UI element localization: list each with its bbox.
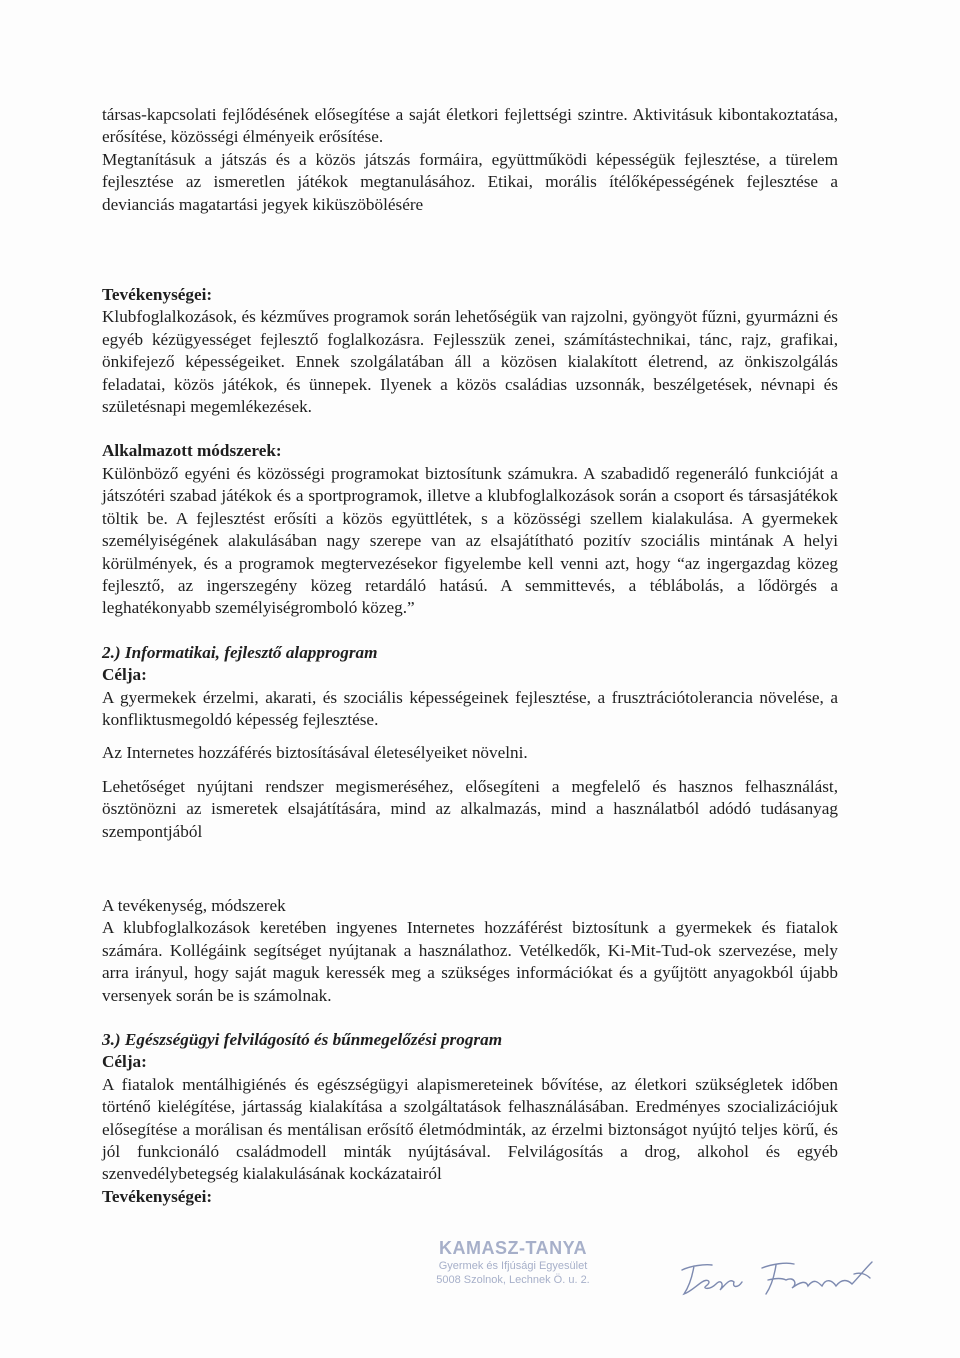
section-3-name: Egészségügyi felvilágosító és bűnmegelőzési program: [124, 1030, 503, 1049]
heading-activities-2: Tevékenységei:: [102, 1186, 213, 1206]
section-3-title: [102, 1029, 838, 1051]
heading-goal-2: Célja:: [102, 665, 147, 685]
organization-stamp: [393, 1238, 633, 1338]
signature-image: [676, 1248, 886, 1308]
stamp-line-3: 5008 Szolnok, Lechnek Ö. u. 2.: [436, 1274, 590, 1286]
heading-activities-1: Tevékenységei:: [102, 285, 213, 305]
document-body: [102, 104, 838, 1208]
paragraph-goal-2: A gyermekek érzelmi, akarati, és szociális képességeinek fejlesztése, a frusztrációtolerancia növelése, a konfliktusmegoldó képesség fejlesztése.: [102, 687, 838, 729]
paragraph-activities-1: Klubfoglalkozások, és kézműves programok során lehetőségük van rajzolni, gyöngyöt fűzni, gyurmázni és egyéb kézügyességet fejlesztő foglalkozásra. Fejlesszük zenei, számítástechnikai, tánc, rajz, grafikai, önkifejező képességeiket. Ennek szolgálatában áll a közösen kialakított életrend, az önkiszolgálás feladatai, közös játékok, és ünnepek. Ilyenek a közös családias uzsonnák, beszélgetések, névnapi és születésnapi megemlékezések.: [102, 307, 838, 417]
paragraph-activity-methods-title: A tevékenység, módszerek: [102, 895, 286, 915]
paragraph-internet: Az Internetes hozzáférés biztosításával életesélyeiket növelni.: [102, 743, 528, 763]
section-2-number: 2.): [102, 642, 121, 662]
section-3-number: 3.): [102, 1030, 121, 1049]
section-2-title: [102, 642, 838, 664]
paragraph-methods: Különböző egyéni és közösségi programokat biztosítunk számukra. A szabadidő regeneráló funkcióját a játszótéri szabad játékok és a sportprogramok, illetve a klubfoglalkozások során a csoport és társasjátékok töltik be. A fejlesztést erősíti a közös együttlétek, s a közösségi szellem kialakulása. A gyermekek személyiségének alakulásában nagy szerepe van az elsajátítható pozitív szociális mintának A helyi körülmények, és a programok megtervezésekor figyelembe kell venni azt, hogy “az ingergazdag közeg fejlesztő, az ingerszegény közeg retardáló hatású. A semmittevés, a téblábolás, a lődörgés a leghatékonyabb személyiségromboló közeg.”: [102, 463, 838, 618]
heading-goal-3: Célja:: [102, 1052, 147, 1072]
paragraph-intro: társas-kapcsolati fejlődésének elősegítése a saját életkori fejlettségi szintre. Aktivitásuk kibontakoztatása, erősítése, közösségi élményeik erősítése.: [102, 105, 838, 147]
heading-methods: Alkalmazott módszerek:: [102, 441, 282, 461]
section-2-name: Informatikai, fejlesztő alapprogram: [124, 642, 378, 662]
paragraph-goals: Megtanításuk a játszás és a közös játszás formáira, együttműködi képességük fejlesztése, a türelem fejlesztése az ismeretlen játékok megtanulásához. Etikai, morális ítélőképességének fejlesztése a devianciás magatartási jegyek kiküszöbölésére: [102, 149, 838, 214]
stamp-line-2: Gyermek és Ifjúsági Egyesület: [438, 1260, 588, 1272]
handwritten-signature: [676, 1248, 886, 1308]
stamp-line-1: KAMASZ-TANYA: [439, 1238, 587, 1258]
paragraph-goal-3: A fiatalok mentálhigiénés és egészségügyi alapismereteinek bővítése, az életkori szükségletek időben történő kielégítése, jártasság kialakítása a szolgáltatások felhasználásában. Eredményes szocializációjuk elősegítése a morálisan és mentálisan erősítő életmódminták, az érzelmi biztonságot nyújtó teljes körű, és jól funkcionáló családmodell minták nyújtásával. Felvilágosítás a drog, alkohol és egyéb szenvedélybetegség kialakulásának kockázatairól: [102, 1074, 838, 1184]
paragraph-activity-methods: A klubfoglalkozások keretében ingyenes Internetes hozzáférést biztosítunk a gyermekek és fiatalok számára. Kollégáink segítséget nyújtanak a használathoz. Vetélkedők, Ki-Mit-Tud-ok szervezése, mely arra irányul, hogy saját maguk keressék meg a szükséges információkat és a gyűjtött anyagokból újabb versenyek során be is számolnak.: [102, 918, 838, 1005]
paragraph-opportunity: Lehetőséget nyújtani rendszer megismeréséhez, elősegíteni a megfelelő és hasznos felhasználást, ösztönözni az ismeretek elsajátítására, mind az alkalmazás, mind a használatból adódó tudásanyag szempontjából: [102, 776, 838, 841]
